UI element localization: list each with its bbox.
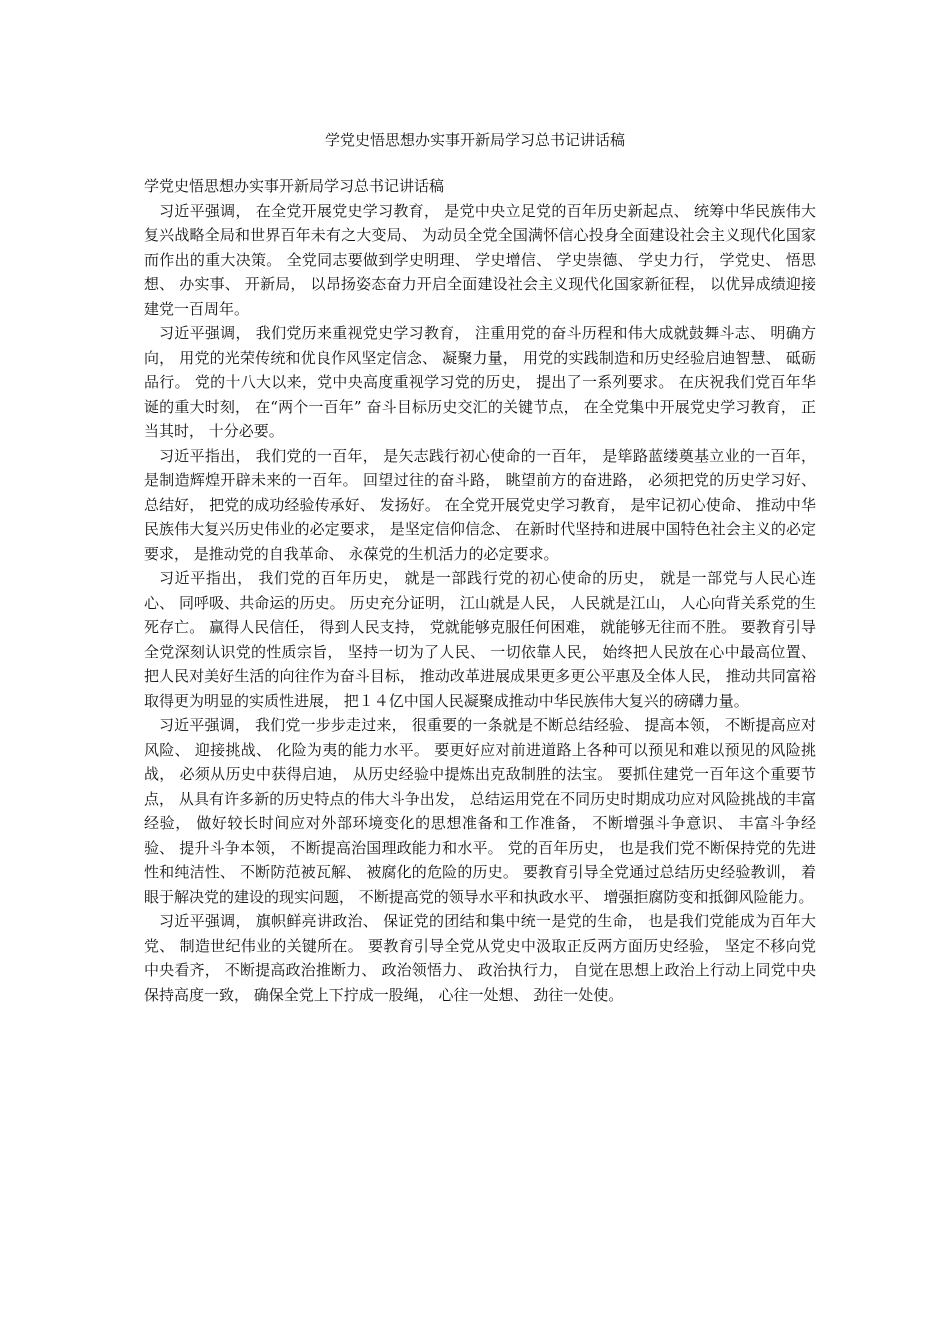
- paragraph-6: 习近平强调， 旗帜鲜亮讲政治、 保证党的团结和集中统一是党的生命， 也是我们党能成为百年大党、 制造世纪伟业的关键所在。 要教育引导全党从党史中汲取正反两方面历史经验， 坚定不移向党中央看齐， 不断提高政治推断力、 政治领悟力、 政治执行力， 自觉在思想上政治上行动上同党中央保持高度一致， 确保全党上下拧成一股绳， 心往一处想、 劲往一处使。: [144, 912, 816, 1004]
- paragraph-5: 习近平强调， 我们党一步步走过来， 很重要的一条就是不断总结经验、 提高本领， 不断提高应对风险、 迎接挑战、 化险为夷的能力水平。 要更好应对前进道路上各种可以预见和难以预见的风险挑战， 必须从历史中获得启迪， 从历史经验中提炼出克敌制胜的法宝。 要抓住建党一百年这个重要节点， 从具有许多新的历史特点的伟大斗争出发， 总结运用党在不同历史时期成功应对风险挑战的丰富经验， 做好较长时间应对外部环境变化的思想准备和工作准备， 不断增强斗争意识、 丰富斗争经验、 提升斗争本领， 不断提高治国理政能力和水平。 党的百年历史， 也是我们党不断保持党的先进性和纯洁性、 不断防范被瓦解、 被腐化的危险的历史。 要教育引导全党通过总结历史经验教训， 着眼于解决党的建设的现实问题， 不断提高党的领导水平和执政水平、 增强拒腐防变和抵御风险能力。: [144, 716, 816, 906]
- paragraph-4: 习近平指出， 我们党的百年历史， 就是一部践行党的初心使命的历史， 就是一部党与人民心连心、 同呼吸、共命运的历史。 历史充分证明， 江山就是人民， 人民就是江山， 人心向背关系党的生死存亡。 赢得人民信任， 得到人民支持， 党就能够克服任何困难， 就能够无往而不胜。 要教育引导全党深刻认识党的性质宗旨， 坚持一切为了人民、 一切依靠人民， 始终把人民放在心中最高位置、 把人民对美好生活的向往作为奋斗目标， 推动改革进展成果更多更公平惠及全体人民， 推动共同富裕取得更为明显的实质性进展， 把１４亿中国人民凝聚成推动中华民族伟大复兴的磅礴力量。: [144, 569, 816, 710]
- document-body: [144, 174, 816, 1007]
- document-title: 学党史悟思想办实事开新局学习总书记讲话稿: [324, 131, 625, 149]
- paragraph-3: 习近平指出， 我们党的一百年， 是矢志践行初心使命的一百年， 是筚路蓝缕奠基立业的一百年， 是制造辉煌开辟未来的一百年。 回望过往的奋斗路， 眺望前方的奋进路， 必须把党的历史学习好、 总结好， 把党的成功经验传承好、 发扬好。 在全党开展党史学习教育， 是牢记初心使命、 推动中华民族伟大复兴历史伟业的必定要求， 是坚定信仰信念、 在新时代坚持和进展中国特色社会主义的必定要求， 是推动党的自我革命、 永葆党的生机活力的必定要求。: [144, 446, 816, 563]
- paragraph-1: 习近平强调， 在全党开展党史学习教育， 是党中央立足党的百年历史新起点、 统筹中华民族伟大复兴战略全局和世界百年未有之大变局、 为动员全党全国满怀信心投身全面建设社会主义现代化国家而作出的重大决策。 全党同志要做到学史明理、 学史增信、 学史崇德、 学史力行， 学党史、 悟思想、 办实事、 开新局， 以昂扬姿态奋力开启全面建设社会主义现代化国家新征程， 以优异成绩迎接建党一百周年。: [144, 201, 816, 318]
- paragraph-2: 习近平强调， 我们党历来重视党史学习教育， 注重用党的奋斗历程和伟大成就鼓舞斗志、 明确方向， 用党的光荣传统和优良作风坚定信念、 凝聚力量， 用党的实践制造和历史经验启迪智慧、 砥砺品行。 党的十八大以来，党中央高度重视学习党的历史， 提出了一系列要求。 在庆祝我们党百年华诞的重大时刻， 在“两个一百年” 奋斗目标历史交汇的关键节点， 在全党集中开展党史学习教育， 正当其时， 十分必要。: [144, 324, 816, 440]
- document-subtitle: 学党史悟思想办实事开新局学习总书记讲话稿: [144, 177, 445, 195]
